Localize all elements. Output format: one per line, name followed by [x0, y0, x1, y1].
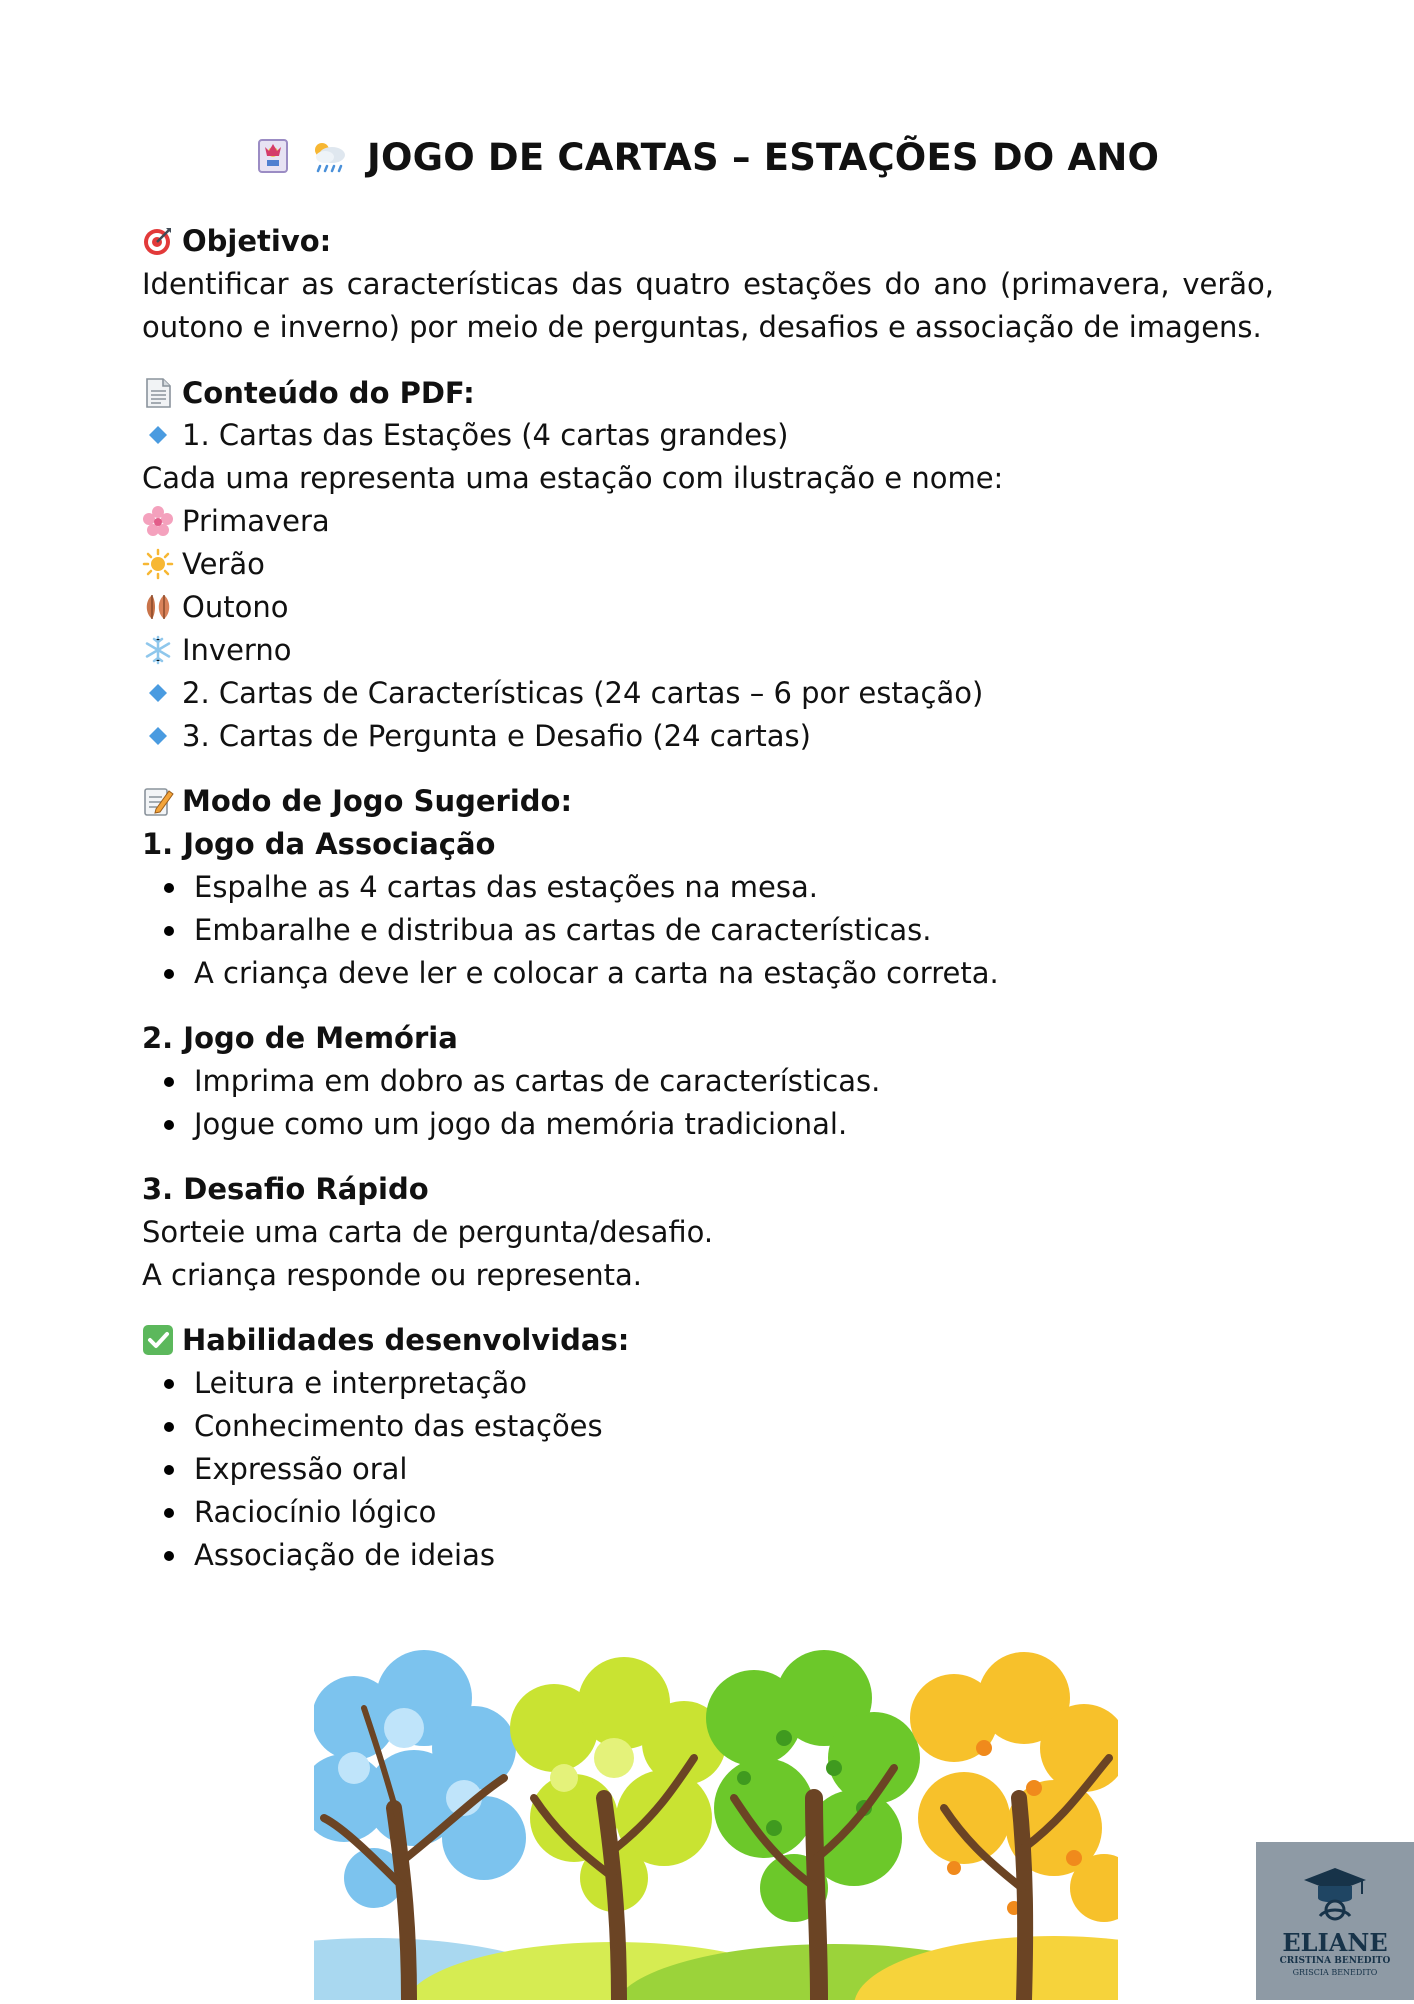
list-item: Associação de ideias — [142, 1534, 603, 1577]
jogo2-title: 2. Jogo de Memória — [142, 1021, 458, 1055]
list-item: Conhecimento das estações — [142, 1405, 603, 1448]
jogo3-line-1: Sorteie uma carta de pergunta/desafio. — [142, 1215, 714, 1249]
objetivo-heading — [142, 220, 331, 263]
memo-icon — [142, 785, 174, 817]
season-outono-label: Outono — [182, 590, 289, 624]
blue-diamond-icon — [142, 720, 174, 752]
jogo2-list — [142, 1060, 880, 1146]
list-item: Imprima em dobro as cartas de características. — [142, 1060, 880, 1103]
page-title — [142, 136, 1274, 183]
logo-line-2: CRISTINA BENEDITO — [1279, 1956, 1391, 1966]
season-inverno — [142, 629, 291, 672]
list-item: Leitura e interpretação — [142, 1362, 603, 1405]
season-primavera — [142, 500, 330, 543]
four-seasons-trees-illustration — [314, 1648, 1118, 2000]
fallen-leaf-icon — [142, 591, 174, 623]
jogo1-title: 1. Jogo da Associação — [142, 827, 496, 861]
title-text: JOGO DE CARTAS – ESTAÇÕES DO ANO — [367, 136, 1160, 179]
author-logo — [1256, 1842, 1414, 2000]
list-item: Jogue como um jogo da memória tradicional. — [142, 1103, 880, 1146]
habilidades-heading-text: Habilidades desenvolvidas: — [182, 1323, 630, 1357]
conteudo-item-3-text: 3. Cartas de Pergunta e Desafio (24 cartas) — [182, 719, 811, 753]
season-inverno-label: Inverno — [182, 633, 292, 667]
document-icon — [142, 377, 174, 409]
modo-heading — [142, 780, 572, 823]
jogo3-line-2: A criança responde ou representa. — [142, 1258, 642, 1292]
conteudo-item-1 — [142, 414, 788, 457]
logo-line-3: GRISCIA BENEDITO — [1292, 1968, 1378, 1977]
list-item: Espalhe as 4 cartas das estações na mesa. — [142, 866, 999, 909]
objetivo-heading-text: Objetivo: — [182, 224, 332, 258]
habilidades-list — [142, 1362, 603, 1577]
conteudo-heading — [142, 372, 475, 415]
season-verao — [142, 543, 265, 586]
snowflake-icon — [142, 634, 174, 666]
blue-diamond-icon — [142, 677, 174, 709]
check-icon — [142, 1324, 174, 1356]
conteudo-item-2-text: 2. Cartas de Características (24 cartas – 6 por estação) — [182, 676, 984, 710]
season-verao-label: Verão — [182, 547, 265, 581]
objetivo-text: Identificar as características das quatro estações do ano (primavera, verão, outono e inverno) por meio de perguntas, desafios e associação de imagens. — [142, 267, 1274, 344]
season-primavera-label: Primavera — [182, 504, 330, 538]
joker-card-icon — [257, 138, 289, 183]
conteudo-heading-text: Conteúdo do PDF: — [182, 376, 475, 410]
list-item: A criança deve ler e colocar a carta na estação correta. — [142, 952, 999, 995]
cherry-blossom-icon — [142, 505, 174, 537]
cloud-rain-sun-icon — [308, 138, 348, 183]
habilidades-heading — [142, 1319, 629, 1362]
list-item: Expressão oral — [142, 1448, 603, 1491]
jogo1-list — [142, 866, 999, 995]
modo-heading-text: Modo de Jogo Sugerido: — [182, 784, 573, 818]
graduation-cap-icon — [1300, 1864, 1370, 1924]
list-item: Embaralhe e distribua as cartas de características. — [142, 909, 999, 952]
logo-name: ELIANE — [1282, 1928, 1388, 1957]
jogo3-title: 3. Desafio Rápido — [142, 1172, 429, 1206]
conteudo-item-2 — [142, 672, 983, 715]
sun-icon — [142, 548, 174, 580]
season-outono — [142, 586, 288, 629]
conteudo-item-3 — [142, 715, 811, 758]
list-item: Raciocínio lógico — [142, 1491, 603, 1534]
conteudo-item-1-text: 1. Cartas das Estações (4 cartas grandes) — [182, 418, 789, 452]
conteudo-item-1-desc: Cada uma representa uma estação com ilustração e nome: — [142, 461, 1004, 495]
target-icon — [142, 225, 174, 257]
blue-diamond-icon — [142, 419, 174, 451]
